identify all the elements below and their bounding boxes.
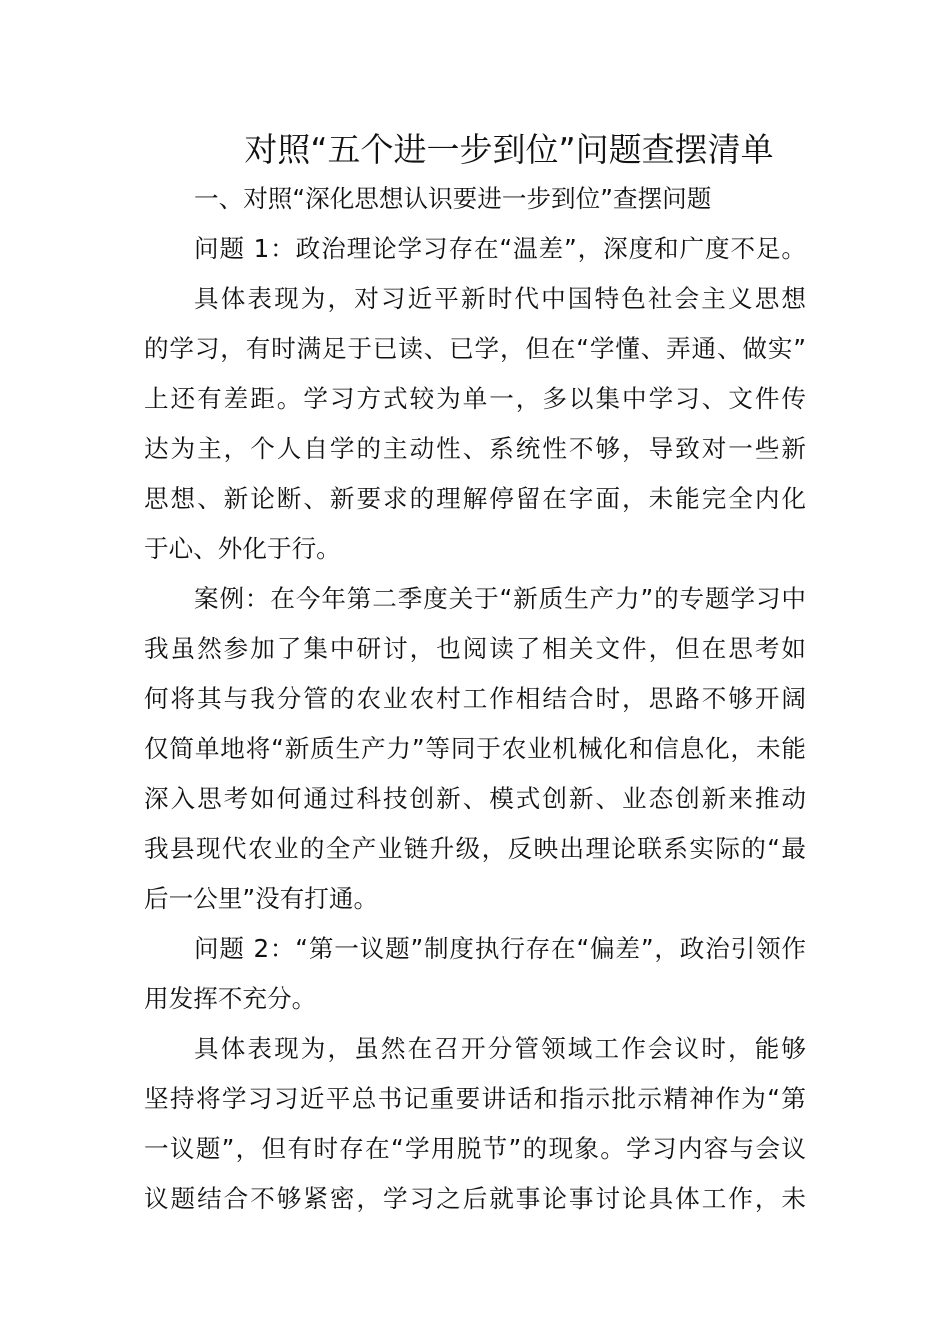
paragraph-line: 一议题”，但有时存在“学用脱节”的现象。学习内容与会议 <box>144 1134 806 1163</box>
case-line: 我虽然参加了集中研讨，也阅读了相关文件，但在思考如 <box>144 634 806 663</box>
case-line: 何将其与我分管的农业农村工作相结合时，思路不够开阔 <box>144 684 806 713</box>
case-line: 案例：在今年第二季度关于“新质生产力”的专题学习中 <box>194 584 806 613</box>
paragraph-line: 具体表现为，虽然在召开分管领域工作会议时，能够 <box>194 1034 806 1063</box>
issue-heading: 用发挥不充分。 <box>144 984 317 1013</box>
issue-heading: 问题 2：“第一议题”制度执行存在“偏差”，政治引领作 <box>194 934 806 963</box>
case-line: 后一公里”没有打通。 <box>144 884 379 913</box>
paragraph-line: 议题结合不够紧密，学习之后就事论事讨论具体工作，未 <box>144 1184 806 1213</box>
issue-heading: 问题 1：政治理论学习存在“温差”，深度和广度不足。 <box>194 234 806 263</box>
case-line: 仅简单地将“新质生产力”等同于农业机械化和信息化，未能 <box>144 734 806 763</box>
paragraph-line: 的学习，有时满足于已读、已学，但在“学懂、弄通、做实” <box>144 334 806 363</box>
paragraph-line: 上还有差距。学习方式较为单一，多以集中学习、文件传 <box>144 384 806 413</box>
document-title: 对照“五个进一步到位”问题查摆清单 <box>244 130 774 169</box>
paragraph-line: 于心、外化于行。 <box>144 534 341 563</box>
case-line: 我县现代农业的全产业链升级，反映出理论联系实际的“最 <box>144 834 806 863</box>
paragraph-line: 达为主，个人自学的主动性、系统性不够，导致对一些新 <box>144 434 806 463</box>
paragraph-line: 具体表现为，对习近平新时代中国特色社会主义思想 <box>194 284 806 313</box>
case-line: 深入思考如何通过科技创新、模式创新、业态创新来推动 <box>144 784 806 813</box>
paragraph-line: 思想、新论断、新要求的理解停留在字面，未能完全内化 <box>144 484 806 513</box>
paragraph-line: 坚持将学习习近平总书记重要讲话和指示批示精神作为“第 <box>144 1084 806 1113</box>
section-heading: 一、对照“深化思想认识要进一步到位”查摆问题 <box>194 184 712 213</box>
